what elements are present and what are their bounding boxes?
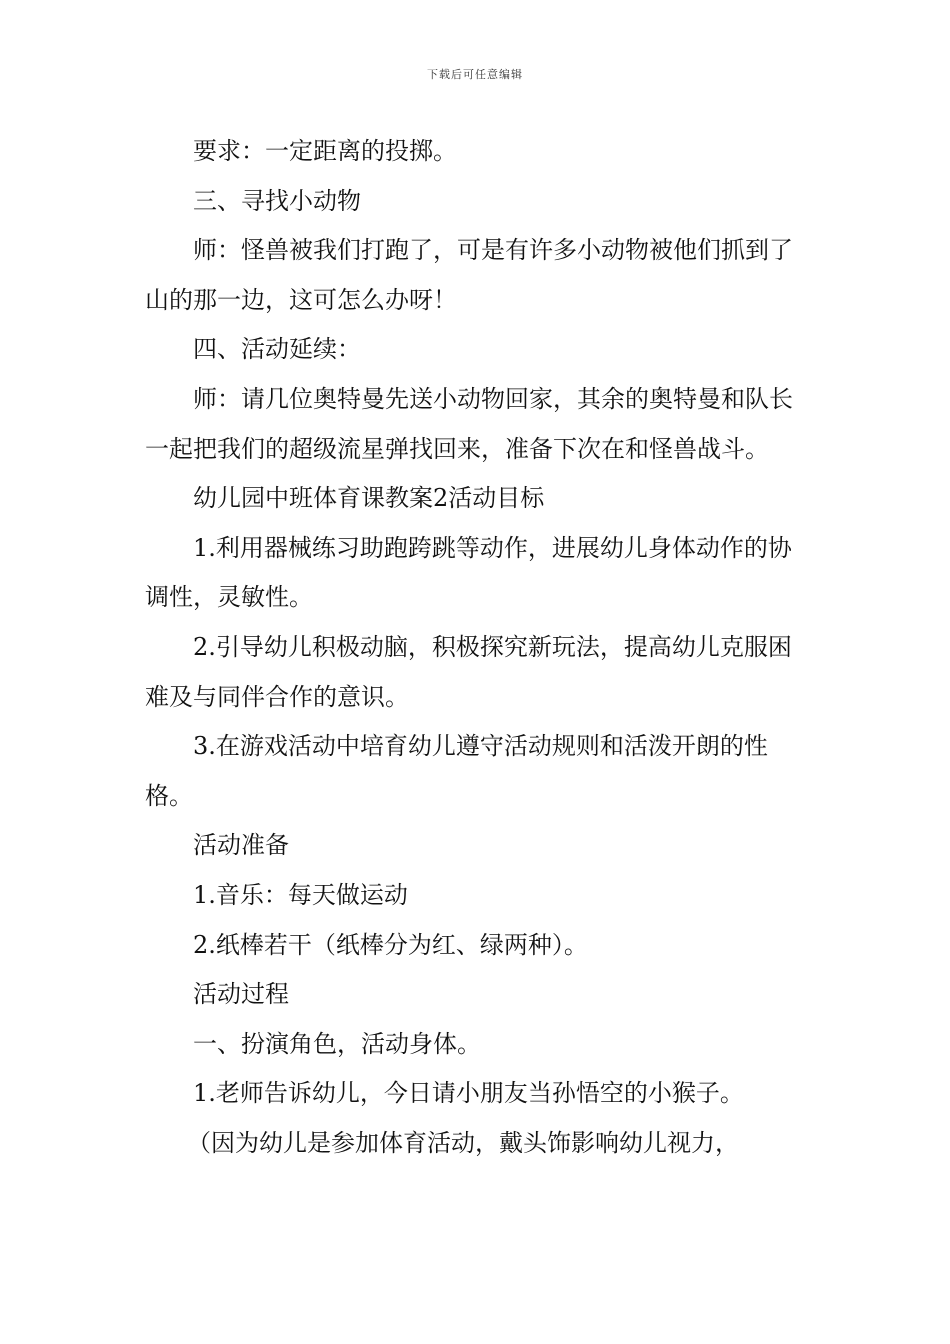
paragraph-process-note: （因为幼儿是参加体育活动，戴头饰影响幼儿视力，: [187, 1128, 739, 1157]
heading-preparation: 活动准备: [193, 831, 289, 860]
paragraph-prep-2: 2.纸棒若干（纸棒分为红、绿两种）。: [193, 930, 588, 959]
paragraph-teacher-monster: 师：怪兽被我们打跑了，可是有许多小动物被他们抓到了山的那一边，这可怎么办呀！: [145, 236, 793, 314]
paragraph-process-1: 1.老师告诉幼儿，今日请小朋友当孙悟空的小猴子。: [193, 1079, 744, 1108]
paragraph-goal-1: 1.利用器械练习助跑跨跳等动作，进展幼儿身体动作的协调性，灵敏性。: [145, 533, 792, 612]
heading-find-animals: 三、寻找小动物: [193, 186, 361, 215]
heading-process: 活动过程: [193, 980, 289, 1009]
heading-role-play: 一、扮演角色，活动身体。: [193, 1029, 481, 1058]
document-body: [145, 127, 807, 1168]
heading-activity-extension: 四、活动延续：: [193, 335, 361, 364]
paragraph-teacher-ultraman: 师：请几位奥特曼先送小动物回家，其余的奥特曼和队长一起把我们的超级流星弹找回来，准备下次在和怪兽战斗。: [145, 384, 793, 463]
paragraph-requirement: 要求：一定距离的投掷。: [193, 137, 457, 165]
paragraph-prep-1: 1.音乐：每天做运动: [193, 880, 408, 909]
paragraph-goal-2: 2.引导幼儿积极动脑，积极探究新玩法，提高幼儿克服困难及与同伴合作的意识。: [145, 632, 792, 711]
header-note: 下载后可任意编辑: [427, 68, 523, 81]
paragraph-goal-3: 3.在游戏活动中培育幼儿遵守活动规则和活泼开朗的性格。: [145, 732, 768, 810]
heading-lesson-plan-goals: 幼儿园中班体育课教案2活动目标: [193, 484, 545, 513]
